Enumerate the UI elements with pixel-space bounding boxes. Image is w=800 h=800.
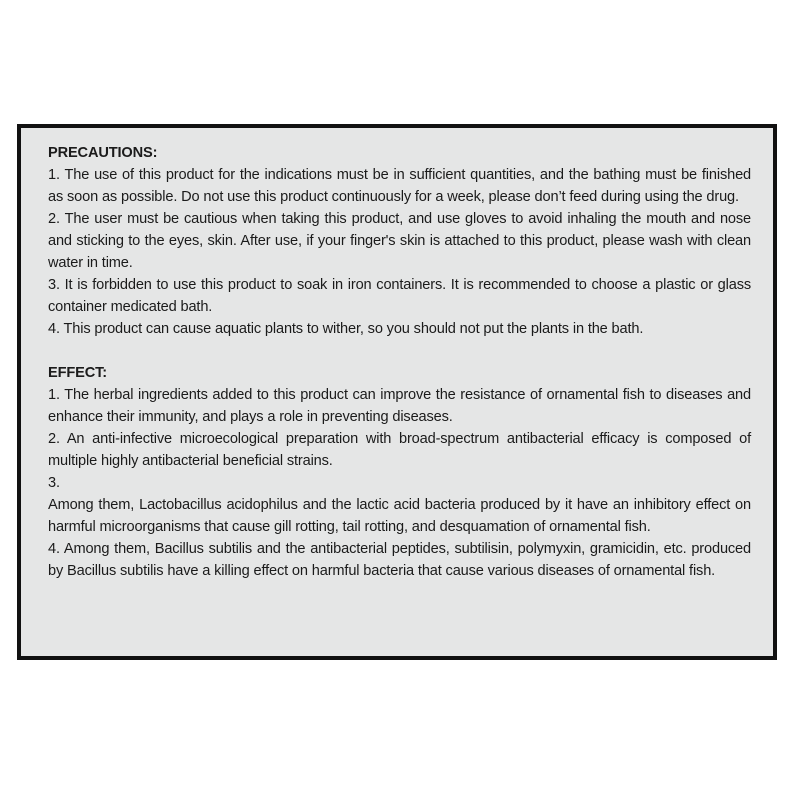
effect-item-1: 1. The herbal ingredients added to this product can improve the resistance of ornamental fish to diseases and enhance their immunity, and plays a role in preventing diseases. [48,387,751,425]
section-spacer [48,340,751,362]
precautions-heading: PRECAUTIONS: [48,145,158,161]
effect-item-3-text: Among them, Lactobacillus acidophilus and the lactic acid bacteria produced by it have an inhibitory effect on harmful microorganisms that cause gill rotting, tail rotting, and desquamation of ornamental fish. [48,497,751,535]
precaution-item-3: 3. It is forbidden to use this product to soak in iron containers. It is recommended to choose a plastic or glass container medicated bath. [48,277,751,315]
effect-heading: EFFECT: [48,365,107,381]
product-label-card [17,124,777,660]
precaution-item-2: 2. The user must be cautious when taking this product, and use gloves to avoid inhaling the mouth and nose and sticking to the eyes, skin. After use, if your finger's skin is attached to this product, please wash with clean water in time. [48,211,751,271]
precaution-item-1: 1. The use of this product for the indications must be in sufficient quantities, and the bathing must be finished as soon as possible. Do not use this product continuously for a week, please don’t feed during using the drug. [48,167,751,205]
precaution-item-4: 4. This product can cause aquatic plants to wither, so you should not put the plants in the bath. [48,321,644,337]
effect-item-4: 4. Among them, Bacillus subtilis and the antibacterial peptides, subtilisin, polymyxin, gramicidin, etc. produced by Bacillus subtilis have a killing effect on harmful bacteria that cause various diseases of ornamental fish. [48,541,751,579]
effect-item-3-number: 3. [48,475,60,491]
effect-item-2: 2. An anti-infective microecological preparation with broad-spectrum antibacterial efficacy is composed of multiple highly antibacterial beneficial strains. [48,431,751,469]
